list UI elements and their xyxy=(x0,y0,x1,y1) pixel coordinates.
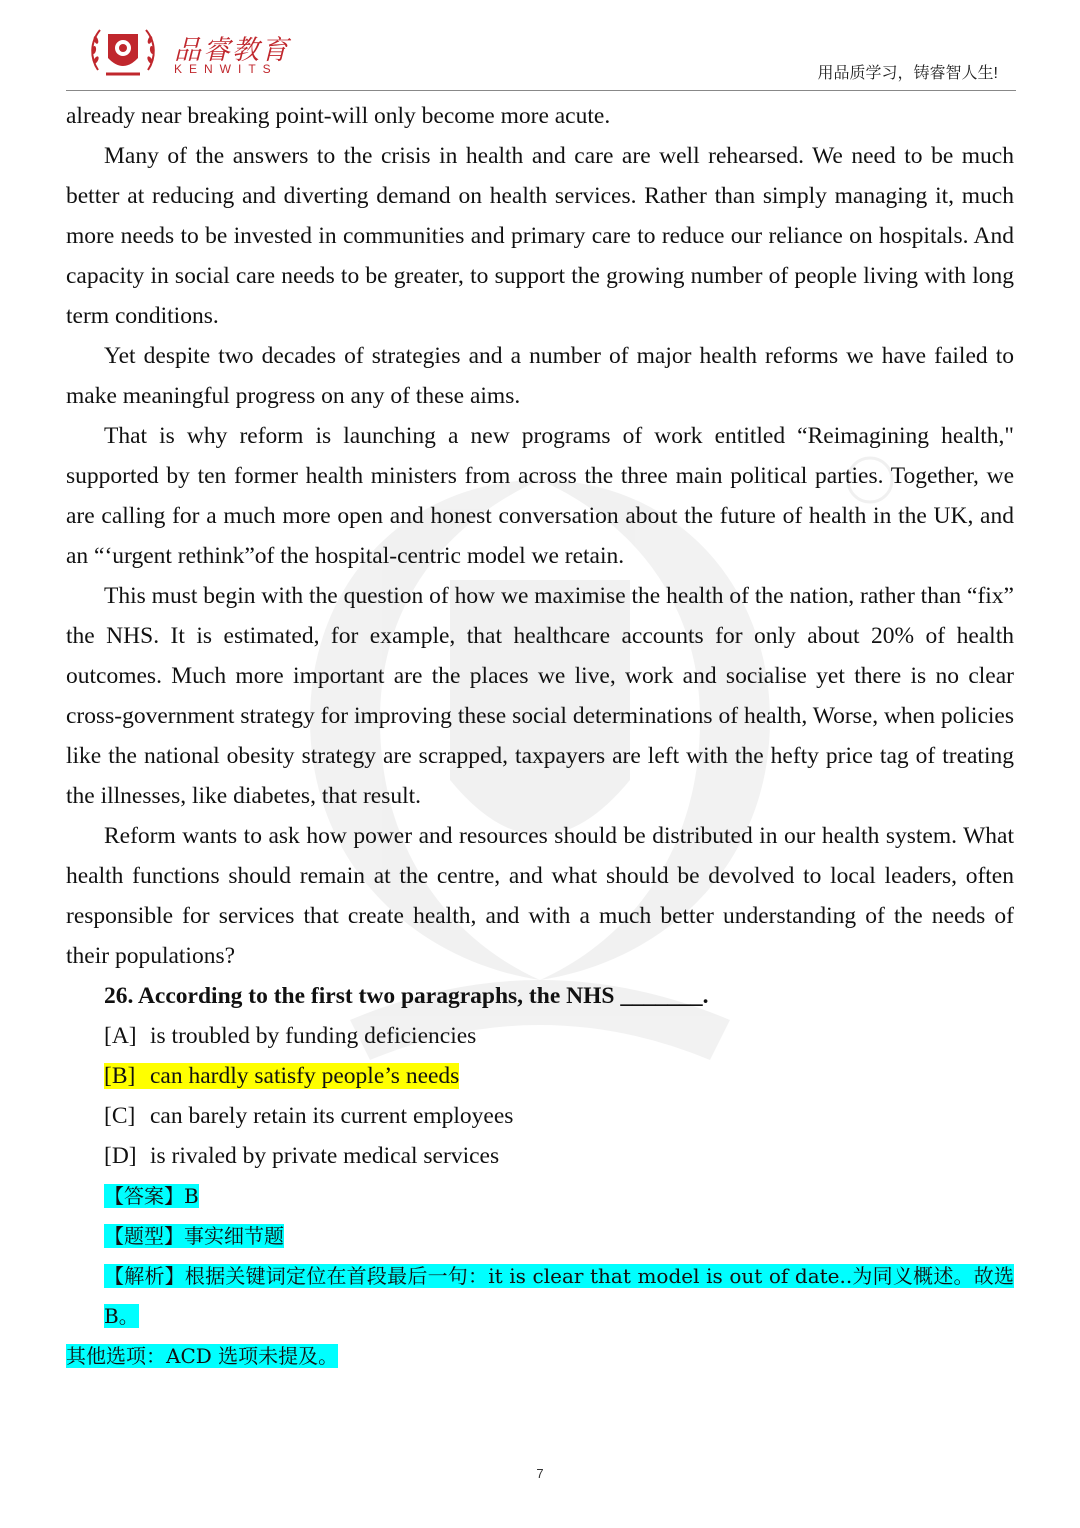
paragraph: Many of the answers to the crisis in health and care are well rehearsed. We need to be much better at reducing and diverting demand on health services. Rather than simply managing it, much more needs to be invested in communities and primary care to reduce our reliance on hospitals. And capacity in social care needs to be greater, to support the growing number of people living with long term conditions. xyxy=(66,143,1014,329)
kenwits-logo-icon xyxy=(88,20,158,82)
answer-line xyxy=(66,1176,1014,1216)
option-b xyxy=(66,1056,1014,1096)
option-text: can hardly satisfy people’s needs xyxy=(150,1063,460,1089)
option-d xyxy=(66,1136,1014,1176)
option-label: [D] xyxy=(104,1143,137,1169)
option-b-highlight xyxy=(104,1063,459,1089)
paragraph: This must begin with the question of how we maximise the health of the nation, rather than “fix” the NHS. It is estimated, for example, that healthcare accounts for only about 20% of health outcomes. Much more important are the places we live, work and socialise yet there is no clear cross-government strategy for improving these social determinations of health, Worse, when policies like the national obesity strategy are scrapped, taxpayers are left with the hefty price tag of treating the illnesses, like diabetes, that result. xyxy=(66,583,1014,809)
paragraph: That is why reform is launching a new programs of work entitled “Reimagining health," supported by ten former health ministers from across the three main political parties. Together, we are calling for a much more open and honest conversation about the future of health in the UK, and an “‘urgent rethink”of the hospital-centric model we retain. xyxy=(66,423,1014,569)
header-divider xyxy=(66,90,1016,91)
page-number: 7 xyxy=(536,1466,544,1481)
option-a xyxy=(66,1016,1014,1056)
paragraph: Yet despite two decades of strategies and a number of major health reforms we have failed to make meaningful progress on any of these aims. xyxy=(66,343,1014,409)
question-type-text: 【题型】事实细节题 xyxy=(104,1224,284,1248)
question-type-line xyxy=(66,1216,1014,1256)
other-options-text: 其他选项：ACD 选项未提及。 xyxy=(66,1344,339,1368)
analysis-line xyxy=(66,1256,1014,1336)
option-text: is troubled by funding deficiencies xyxy=(150,1023,477,1049)
option-c xyxy=(66,1096,1014,1136)
option-label: [A] xyxy=(104,1023,137,1049)
page-header xyxy=(66,18,1016,90)
analysis-line-continued xyxy=(66,1336,1014,1376)
brand-chinese-name: 品睿教育 xyxy=(174,35,290,66)
paragraph: Reform wants to ask how power and resources should be distributed in our health system. What health functions should remain at the centre, and what should be devolved to local leaders, often responsible for services that create health, and with a much better understanding of the needs of their populations? xyxy=(66,823,1014,969)
brand-english-name: KENWITS xyxy=(174,62,278,76)
paragraph-continuation: already near breaking point-will only become more acute. xyxy=(66,103,611,129)
answer-text: 【答案】B xyxy=(104,1184,199,1208)
question-stem: 26. According to the first two paragraphs, the NHS _______. xyxy=(104,983,709,1009)
option-label: [B] xyxy=(104,1063,136,1089)
document-body xyxy=(66,96,1014,1376)
analysis-text: 【解析】根据关键词定位在首段最后一句：it is clear that model is out of date..为同义概述。故选 B。 xyxy=(104,1264,1014,1328)
option-label: [C] xyxy=(104,1103,136,1129)
option-text: can barely retain its current employees xyxy=(150,1103,514,1129)
header-slogan: 用品质学习，铸睿智人生! xyxy=(817,65,998,82)
option-text: is rivaled by private medical services xyxy=(150,1143,500,1169)
